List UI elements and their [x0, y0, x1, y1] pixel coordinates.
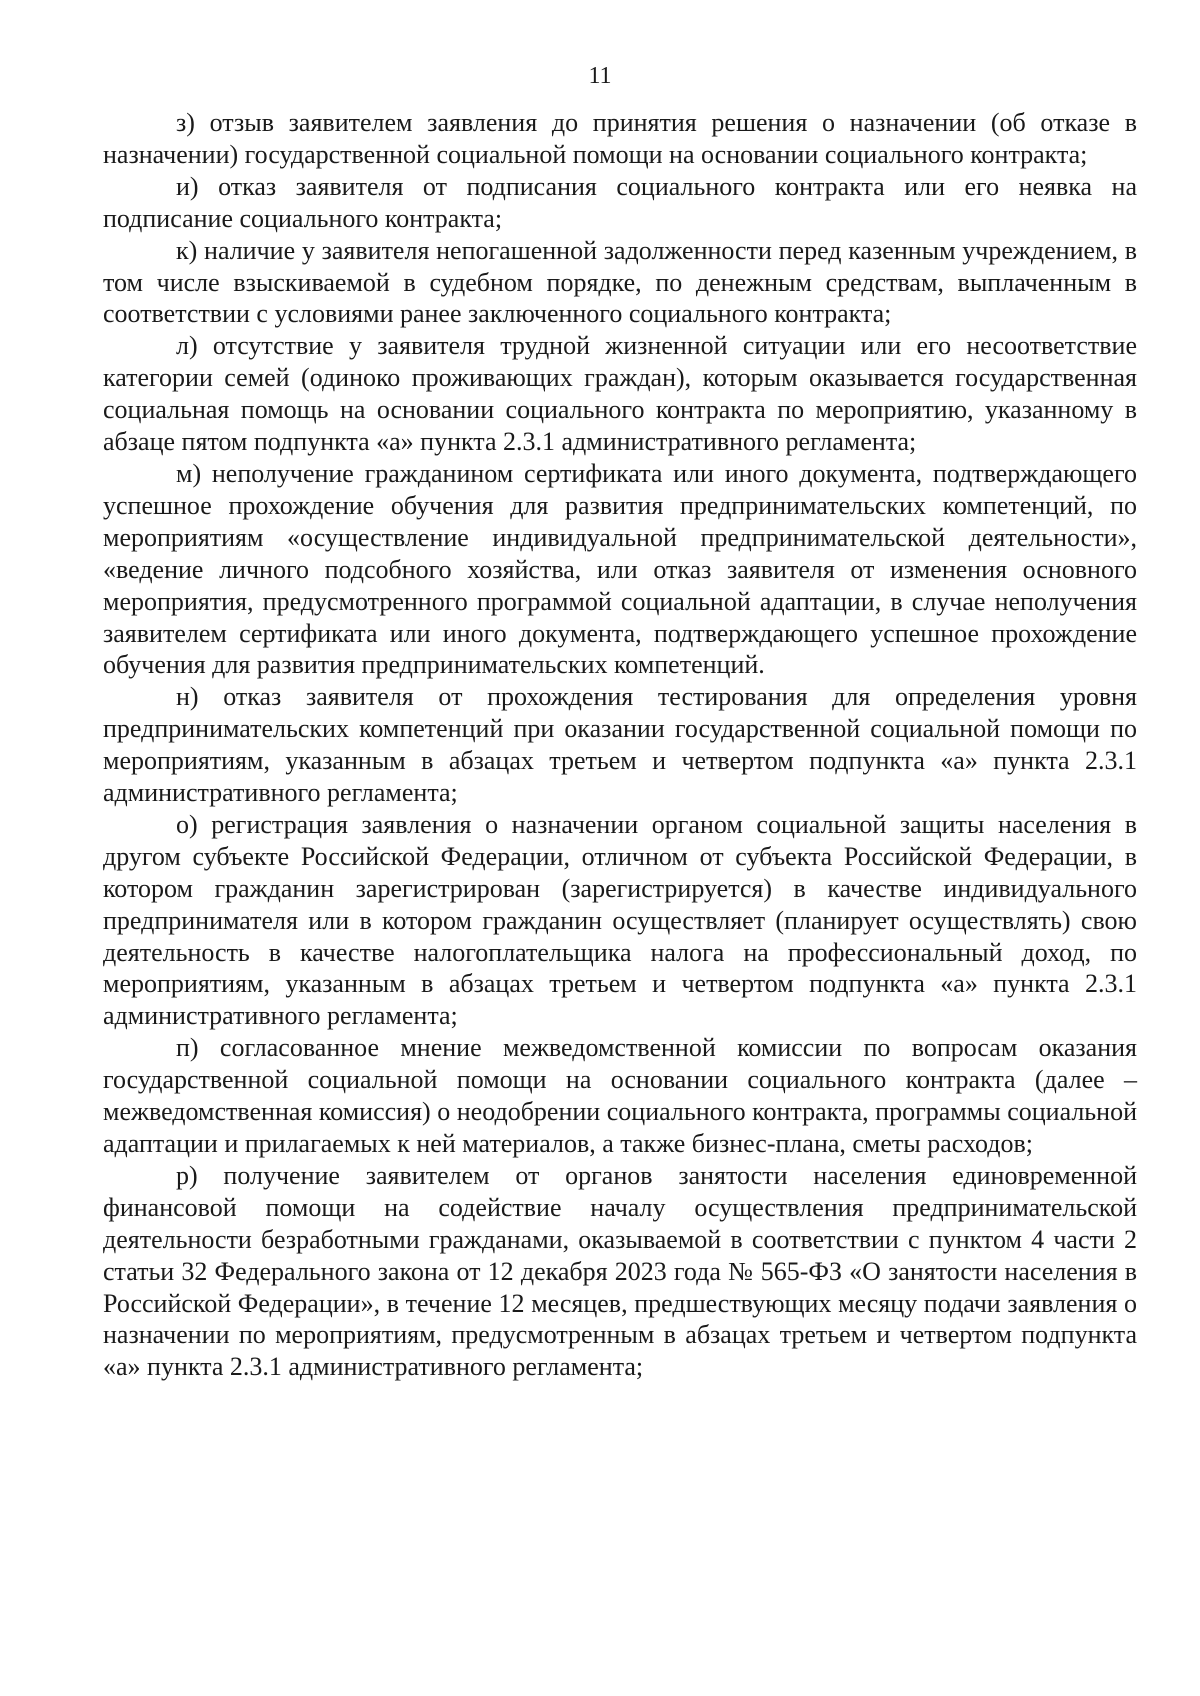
paragraph-l: л) отсутствие у заявителя трудной жизненной ситуации или его несоответствие категории семей (одиноко проживающих граждан), которым оказывается государственная социальная помощь на основании социального контракта по мероприятию, указанному в абзаце пятом подпункта «а» пункта 2.3.1 административного регламента; — [103, 331, 1137, 457]
paragraph-r: р) получение заявителем от органов занятости населения единовременной финансовой помощи на содействие началу осуществления предпринимательской деятельности безработными гражданами, оказываемой в соответствии с пунктом 4 части 2 статьи 32 Федерального закона от 12 декабря 2023 года № 565-ФЗ «О занятости населения в Российской Федерации», в течение 12 месяцев, предшествующих месяцу подачи заявления о назначении по мероприятиям, предусмотренным в абзацах третьем и четвертом подпункта «а» пункта 2.3.1 административного регламента; — [103, 1160, 1137, 1382]
paragraph-i: и) отказ заявителя от подписания социального контракта или его неявка на подписание социального контракта; — [103, 171, 1137, 233]
page-number: 11 — [588, 63, 612, 89]
paragraph-k: к) наличие у заявителя непогашенной задолженности перед казенным учреждением, в том числе взыскиваемой в судебном порядке, по денежным средствам, выплаченным в соответствии с условиями ранее заключенного социального контракта; — [103, 235, 1137, 329]
paragraph-n: н) отказ заявителя от прохождения тестирования для определения уровня предпринимательских компетенций при оказании государственной социальной помощи по мероприятиям, указанным в абзацах третьем и четвертом подпункта «а» пункта 2.3.1 административного регламента; — [103, 682, 1137, 808]
paragraph-m: м) неполучение гражданином сертификата или иного документа, подтверждающего успешное прохождение обучения для развития предпринимательских компетенций, по мероприятиям «осуществление индивидуальной предпринимательской деятельности», «ведение личного подсобного хозяйства, или отказ заявителя от изменения основного мероприятия, предусмотренного программой социальной адаптации, в случае неполучения заявителем сертификата или иного документа, подтверждающего успешное прохождение обучения для развития предпринимательских компетенций. — [103, 458, 1137, 680]
paragraph-z: з) отзыв заявителем заявления до принятия решения о назначении (об отказе в назначении) государственной социальной помощи на основании социального контракта; — [103, 108, 1137, 169]
paragraph-p: п) согласованное мнение межведомственной комиссии по вопросам оказания государственной социальной помощи на основании социального контракта (далее – межведомственная комиссия) о неодобрении социального контракта, программы социальной адаптации и прилагаемых к ней материалов, а также бизнес-плана, сметы расходов; — [103, 1033, 1137, 1158]
paragraph-o: о) регистрация заявления о назначении органом социальной защиты населения в другом субъекте Российской Федерации, отличном от субъекта Российской Федерации, в котором гражданин зарегистрирован (зарегистрируется) в качестве индивидуального предпринимателя или в котором гражданин осуществляет (планирует осуществлять) свою деятельность в качестве налогоплательщика налога на профессиональный доход, по мероприятиям, указанным в абзацах третьем и четвертом подпункта «а» пункта 2.3.1 административного регламента; — [103, 809, 1137, 1031]
document-body — [103, 107, 1137, 1383]
